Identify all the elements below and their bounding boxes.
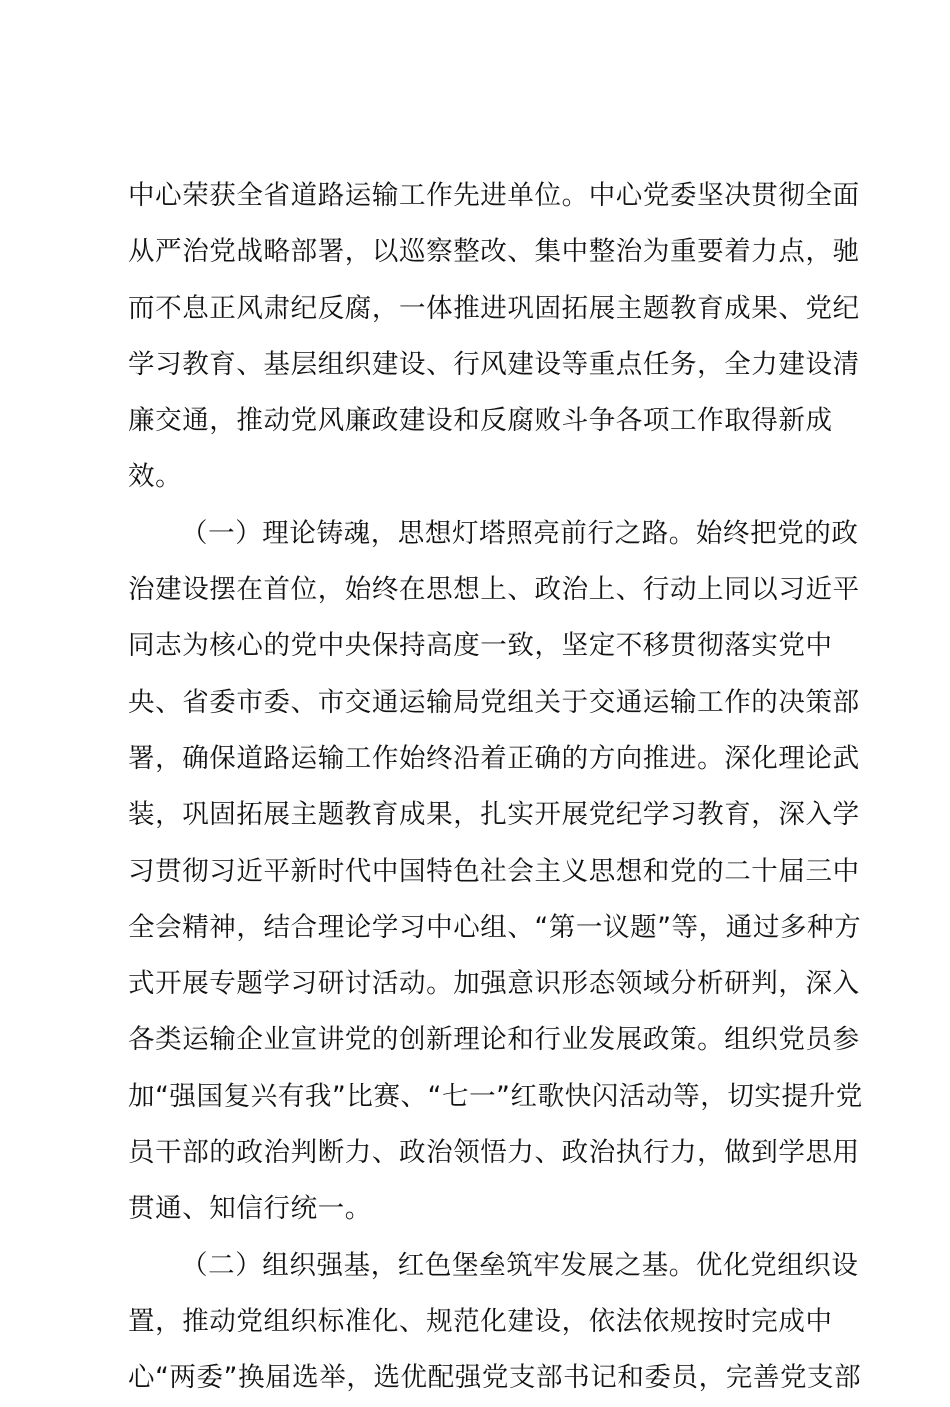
- text-line: 而不息正风肃纪反腐，一体推进巩固拓展主题教育成果、党纪: [128, 292, 860, 324]
- text-line: 各类运输企业宣讲党的创新理论和行业发展政策。组织党员参: [128, 1024, 860, 1056]
- text-line: 加“强国复兴有我”比赛、“七一”红歌快闪活动等，切实提升党: [128, 1080, 863, 1112]
- text-line: 员干部的政治判断力、政治领悟力、政治执行力，做到学思用: [128, 1137, 860, 1169]
- text-line: 效。: [128, 461, 183, 493]
- text-line: 中心荣获全省道路运输工作先进单位。中心党委坚决贯彻全面: [128, 180, 860, 211]
- text-line: 学习教育、基层组织建设、行风建设等重点任务，全力建设清: [128, 348, 860, 380]
- text-line: 同志为核心的党中央保持高度一致，坚定不移贯彻落实党中: [128, 630, 833, 662]
- text-line: 贯通、知信行统一。: [128, 1193, 372, 1225]
- text-line: 心“两委”换届选举，选优配强党支部书记和委员，完善党支部: [128, 1362, 862, 1394]
- text-line: 置，推动党组织标准化、规范化建设，依法依规按时完成中: [128, 1305, 833, 1337]
- text-line: 习贯彻习近平新时代中国特色社会主义思想和党的二十届三中: [128, 855, 860, 887]
- text-line: 装，巩固拓展主题教育成果，扎实开展党纪学习教育，深入学: [128, 799, 860, 831]
- text-line: 廉交通，推动党风廉政建设和反腐败斗争各项工作取得新成: [128, 405, 833, 437]
- text-line: 署，确保道路运输工作始终沿着正确的方向推进。深化理论武: [128, 742, 860, 774]
- text-line: 治建设摆在首位，始终在思想上、政治上、行动上同以习近平: [128, 574, 860, 606]
- text-line: 式开展专题学习研讨活动。加强意识形态领域分析研判，深入: [128, 968, 860, 1000]
- document-body: [128, 168, 863, 1407]
- section-heading-line: （一）理论铸魂，思想灯塔照亮前行之路。始终把党的政: [181, 517, 859, 549]
- text-line: 从严治党战略部署，以巡察整改、集中整治为重要着力点，驰: [128, 236, 860, 268]
- text-line: 央、省委市委、市交通运输局党组关于交通运输工作的决策部: [128, 686, 860, 718]
- section-heading-line: （二）组织强基，红色堡垒筑牢发展之基。优化党组织设: [181, 1249, 859, 1281]
- text-line: 全会精神，结合理论学习中心组、“第一议题”等，通过多种方: [128, 911, 862, 943]
